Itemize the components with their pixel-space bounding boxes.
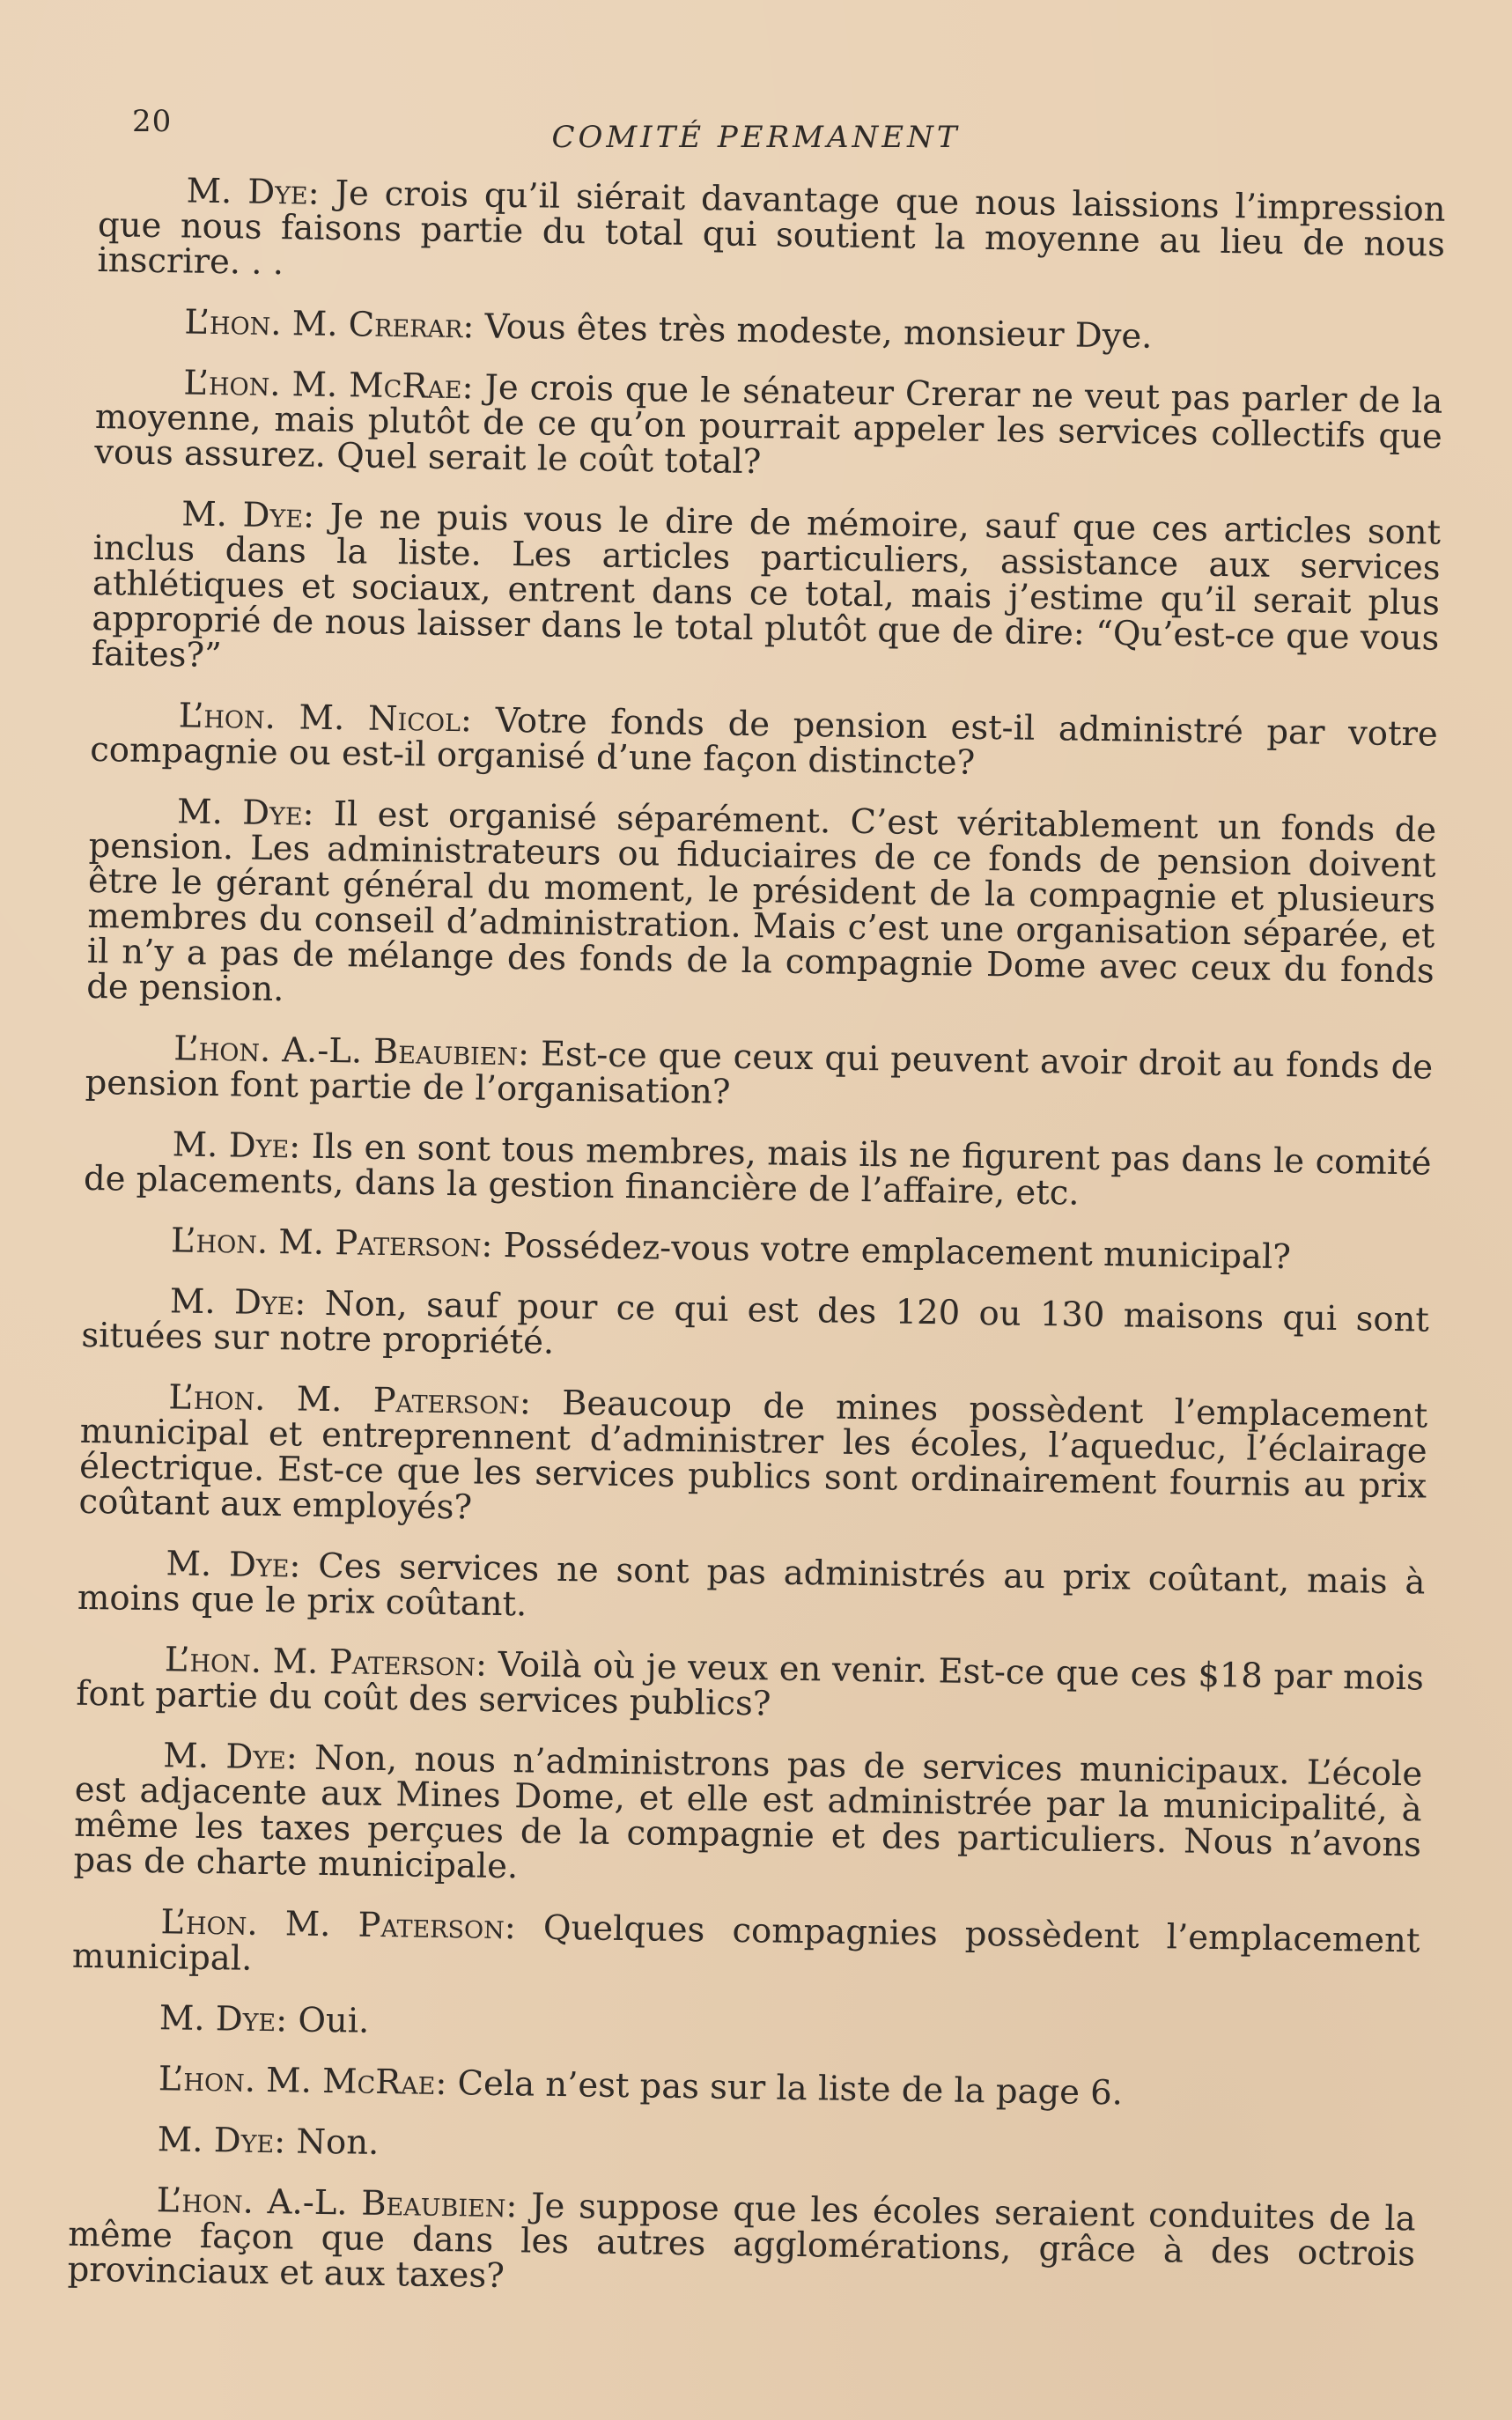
speaker-name: L’hon. M. Paterson (160, 1902, 505, 1948)
speaker-name: M. Dye (159, 1998, 277, 2040)
speaker-name: L’hon. M. Crerar (184, 302, 463, 347)
paragraph: M. Dye: Non, sauf pour ce qui est des 120 ou 130 maisons qui sont situées sur notre propriété. (81, 1281, 1430, 1362)
paragraph-text: Vous êtes très modeste, monsieur Dye. (474, 306, 1153, 357)
paragraph: M. Dye: Non, nous n’administrons pas de services municipaux. L’école est adjacente aux Mines Dome, et elle est administrée par la municipalité, à même les taxes perçues de la compagnie et des particuliers. Nous n’avons pas de charte municipale. (73, 1736, 1423, 1887)
paragraph: L’hon. M. McRae: Cela n’est pas sur la liste de la page 6. (158, 2059, 1124, 2114)
paragraph: M. Dye: Ils en sont tous membres, mais ils ne figurent pas dans le comité de placements, dans la gestion financière de l’affaire, etc. (83, 1125, 1432, 1214)
paragraph: L’hon. A.-L. Beaubien: Est-ce que ceux qui peuvent avoir droit au fonds de pension font partie de l’organisation? (85, 1029, 1434, 1112)
speaker-name: L’hon. M. Paterson (170, 1221, 482, 1265)
speaker-name: L’hon. M. Paterson (164, 1640, 476, 1685)
speaker-name: M. Dye (166, 1544, 290, 1586)
paragraph: M. Dye: Ces services ne sont pas administrés au prix coûtant, mais à moins que le prix coûtant. (77, 1544, 1426, 1625)
paragraph-text: Ils en sont tous membres, mais ils ne figurent pas dans le comité de placements, dans la gestion financière de l’affaire, etc. (83, 1126, 1432, 1214)
paragraph-text: Je ne puis vous le dire de mémoire, sauf que ces articles sont inclus dans la liste. Les articles particuliers, assistance aux services athlétiques et sociaux, entrent dans ce total, mais j’estime qu’il serait plus approprié de nous laisser dans le total plutôt que de dire: “Qu’est-ce que vous faites?” (91, 496, 1442, 676)
speaker-name: M. Dye (169, 1281, 295, 1324)
paragraph: L’hon. M. Crerar: Vous êtes très modeste, monsieur Dye. (184, 302, 1153, 357)
speaker-name: M. Dye (157, 2120, 275, 2162)
paragraph: M. Dye: Oui. (159, 1998, 370, 2041)
paragraph-text: Je crois qu’il siérait davantage que nous laissions l’impression que nous faisons partie du total qui soutient la moyenne au lieu de nous inscrire. . . (97, 173, 1446, 284)
transcript-body (67, 173, 1446, 2333)
paragraph-text: Oui. (286, 2000, 370, 2041)
paragraph-text: Ces services ne sont pas administrés au prix coûtant, mais à moins que le prix coûtant. (77, 1546, 1426, 1625)
paragraph-text: Je suppose que les écoles seraient conduites de la même façon que dans les autres agglomérations, grâce à des octrois provinciaux et aux taxes? (67, 2186, 1417, 2297)
speaker-name: L’hon. M. McRae (183, 363, 462, 408)
running-title: COMITÉ PERMANENT (551, 120, 961, 155)
paragraph-text: Possédez-vous votre emplacement municipal? (492, 1225, 1292, 1278)
speaker-name: M. Dye (181, 494, 304, 536)
paragraph: M. Dye: Il est organisé séparément. C’est véritablement un fonds de pension. Les administrateurs ou fiduciaires de ce fonds de pension doivent être le gérant général du moment, le président de la compagnie et plusieurs membres du conseil d’administration. Mais c’est une organisation séparée, et il n’y a pas de mélange des fonds de la compagnie Dome avec ceux du fonds de pension. (85, 792, 1437, 1010)
paragraph-text: Voilà où je veux en venir. Est-ce que ces $18 par mois font partie du coût des services publics? (76, 1644, 1425, 1724)
paragraph-text: Quelques compagnies possèdent l’emplacement municipal. (71, 1907, 1420, 1979)
paragraph: L’hon. M. Paterson: Quelques compagnies possèdent l’emplacement municipal. (71, 1902, 1420, 1979)
speaker-name: L’hon. A.-L. Beaubien (173, 1029, 519, 1074)
speaker-name: M. Dye (163, 1736, 287, 1778)
paragraph-text: Beaucoup de mines possèdent l’emplacement municipal et entreprennent d’administrer les écoles, l’aqueduc, l’éclairage électrique. Est-ce que les services publics sont ordinairement fournis au prix coûtant aux employés? (78, 1383, 1428, 1528)
paragraph-text: Je crois que le sénateur Crerar ne veut pas parler de la moyenne, mais plutôt de ce qu’on pourrait appeler les services collectifs que vous assurez. Quel serait le coût total? (93, 367, 1443, 483)
paragraph-text: Cela n’est pas sur la liste de la page 6. (446, 2063, 1124, 2114)
paragraph: L’hon. M. Paterson: Voilà où je veux en venir. Est-ce que ces $18 par mois font partie du coût des services publics? (76, 1640, 1425, 1724)
paragraph: L’hon. M. McRae: Je crois que le sénateur Crerar ne veut pas parler de la moyenne, mais plutôt de ce qu’on pourrait appeler les services collectifs que vous assurez. Quel serait le coût total? (93, 363, 1443, 483)
paragraph: L’hon. M. Paterson: Beaucoup de mines possèdent l’emplacement municipal et entreprennent d’administrer les écoles, l’aqueduc, l’éclairage électrique. Est-ce que les services publics sont ordinairement fournis au prix coûtant aux employés? (78, 1377, 1428, 1528)
speaker-name: M. Dye (186, 171, 309, 213)
speaker-name: L’hon. A.-L. Beaubien (156, 2180, 506, 2226)
speaker-name: M. Dye (172, 1125, 290, 1167)
page-number: 20 (132, 104, 173, 139)
speaker-name: M. Dye (176, 792, 303, 834)
paragraph: L’hon. M. Paterson: Possédez-vous votre emplacement municipal? (170, 1221, 1292, 1278)
paragraph: M. Dye: Je ne puis vous le dire de mémoire, sauf que ces articles sont inclus dans la liste. Les articles particuliers, assistance aux services athlétiques et sociaux, entrent dans ce total, mais j’estime qu’il serait plus approprié de nous laisser dans le total plutôt que de dire: “Qu’est-ce que vous faites?” (91, 494, 1442, 676)
paragraph: M. Dye: Non. (157, 2120, 380, 2163)
paragraph: L’hon. M. Nicol: Votre fonds de pension est-il administré par votre compagnie ou est-il organisé d’une façon distincte? (89, 696, 1439, 783)
paragraph-text: Non, nous n’administrons pas de services municipaux. L’école est adjacente aux Mines Dome, et elle est administrée par la municipalité, à même les taxes perçues de la compagnie et des particuliers. Nous n’avons pas de charte municipale. (73, 1738, 1423, 1887)
paragraph-text: Votre fonds de pension est-il administré par votre compagnie ou est-il organisé d’une façon distincte? (89, 700, 1439, 783)
paragraph-text: Non, sauf pour ce qui est des 120 ou 130 maisons qui sont situées sur notre propriété. (81, 1283, 1430, 1362)
speaker-name: L’hon. M. McRae (158, 2059, 436, 2103)
speaker-name: L’hon. M. Nicol (178, 696, 461, 741)
paragraph-text: Non. (284, 2121, 380, 2163)
paragraph: M. Dye: Je crois qu’il siérait davantage que nous laissions l’impression que nous faisons partie du total qui soutient la moyenne au lieu de nous inscrire. . . (97, 171, 1446, 284)
paragraph-text: Est-ce que ceux qui peuvent avoir droit au fonds de pension font partie de l’organisation? (85, 1034, 1434, 1112)
paragraph-text: Il est organisé séparément. C’est véritablement un fonds de pension. Les administrateurs ou fiduciaires de ce fonds de pension doivent être le gérant général du moment, le président de la compagnie et plusieurs membres du conseil d’administration. Mais c’est une organisation séparée, et il n’y a pas de mélange des fonds de la compagnie Dome avec ceux du fonds de pension. (85, 793, 1437, 1010)
paragraph: L’hon. A.-L. Beaubien: Je suppose que les écoles seraient conduites de la même façon que dans les autres agglomérations, grâce à des octrois provinciaux et aux taxes? (67, 2180, 1417, 2297)
speaker-name: L’hon. M. Paterson (168, 1377, 520, 1423)
